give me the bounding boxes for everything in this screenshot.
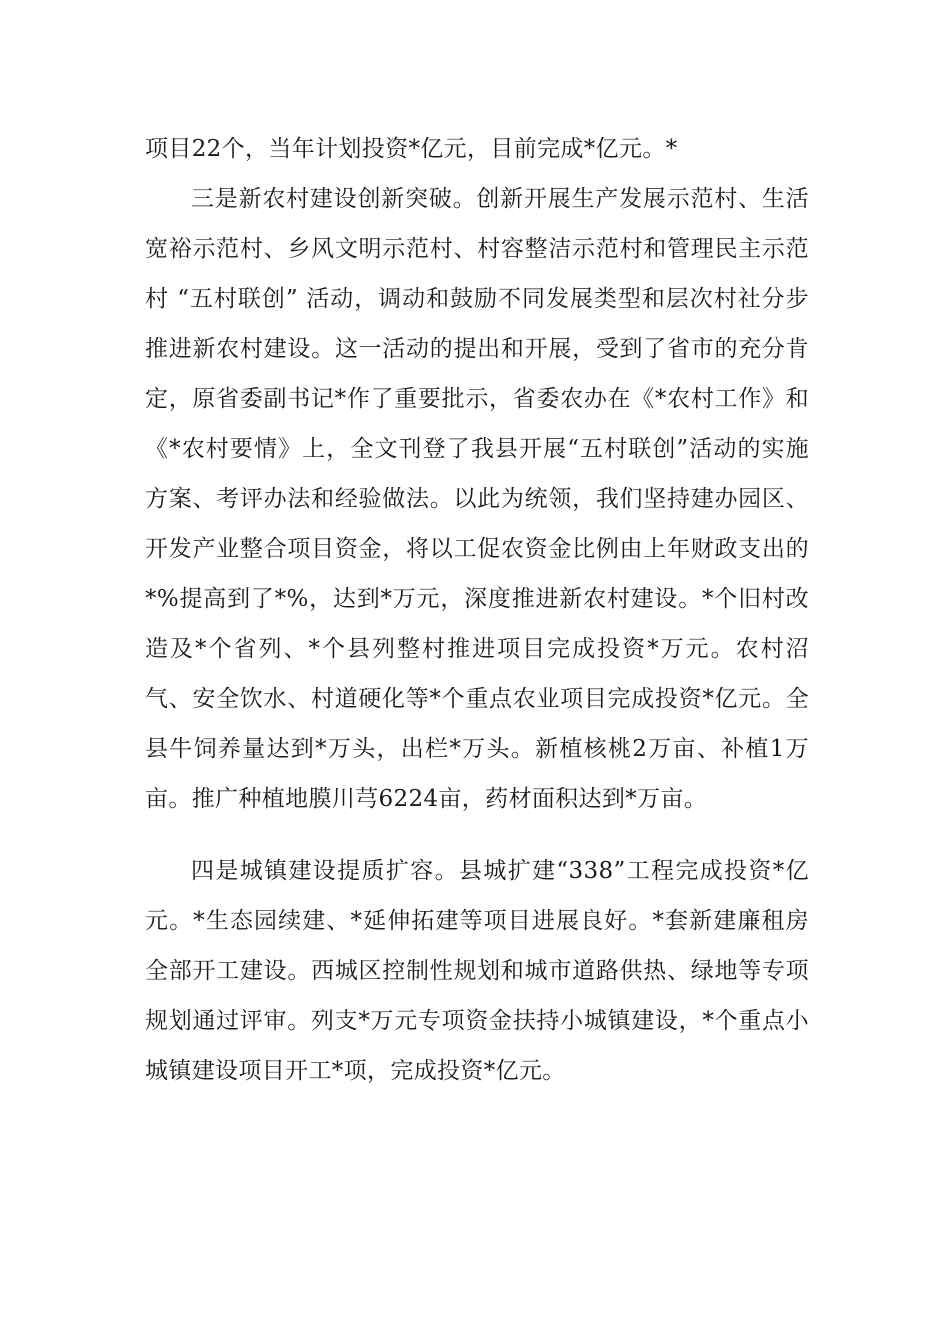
paragraph-urban-construction: 四是城镇建设提质扩容。县城扩建“338”工程完成投资*亿元。*生态园续建、*延伸拓建等项目进展良好。*套新建廉租房全部开工建设。西城区控制性规划和城市道路供热、绿地等专项规划通过评审。列支*万元专项资金扶持小城镇建设，*个重点小城镇建设项目开工*项，完成投资*亿元。 [145, 858, 809, 1084]
paragraph-new-countryside: 三是新农村建设创新突破。创新开展生产发展示范村、生活宽裕示范村、乡风文明示范村、村容整洁示范村和管理民主示范村 “五村联创” 活动，调动和鼓励不同发展类型和层次村社分步推进新农村建设。这一活动的提出和开展，受到了省市的充分肯定，原省委副书记*作了重要批示，省委农办在《*农村工作》和《*农村要情》上，全文刊登了我县开展“五村联创”活动的实施方案、考评办法和经验做法。以此为统领，我们坚持建办园区、开发产业整合项目资金，将以工促农资金比例由上年财政支出的*%提高到了*%，达到*万元，深度推进新农村建设。*个旧村改造及*个省列、*个县列整村推进项目完成投资*万元。农村沼气、安全饮水、村道硬化等*个重点农业项目完成投资*亿元。全县牛饲养量达到*万头，出栏*万头。新植核桃2万亩、补植1万亩。推广种植地膜川芎6224亩，药材面积达到*万亩。 [145, 186, 809, 812]
document-body [145, 124, 809, 1096]
paragraph-project-summary: 项目22个，当年计划投资*亿元，目前完成*亿元。* [145, 136, 678, 162]
